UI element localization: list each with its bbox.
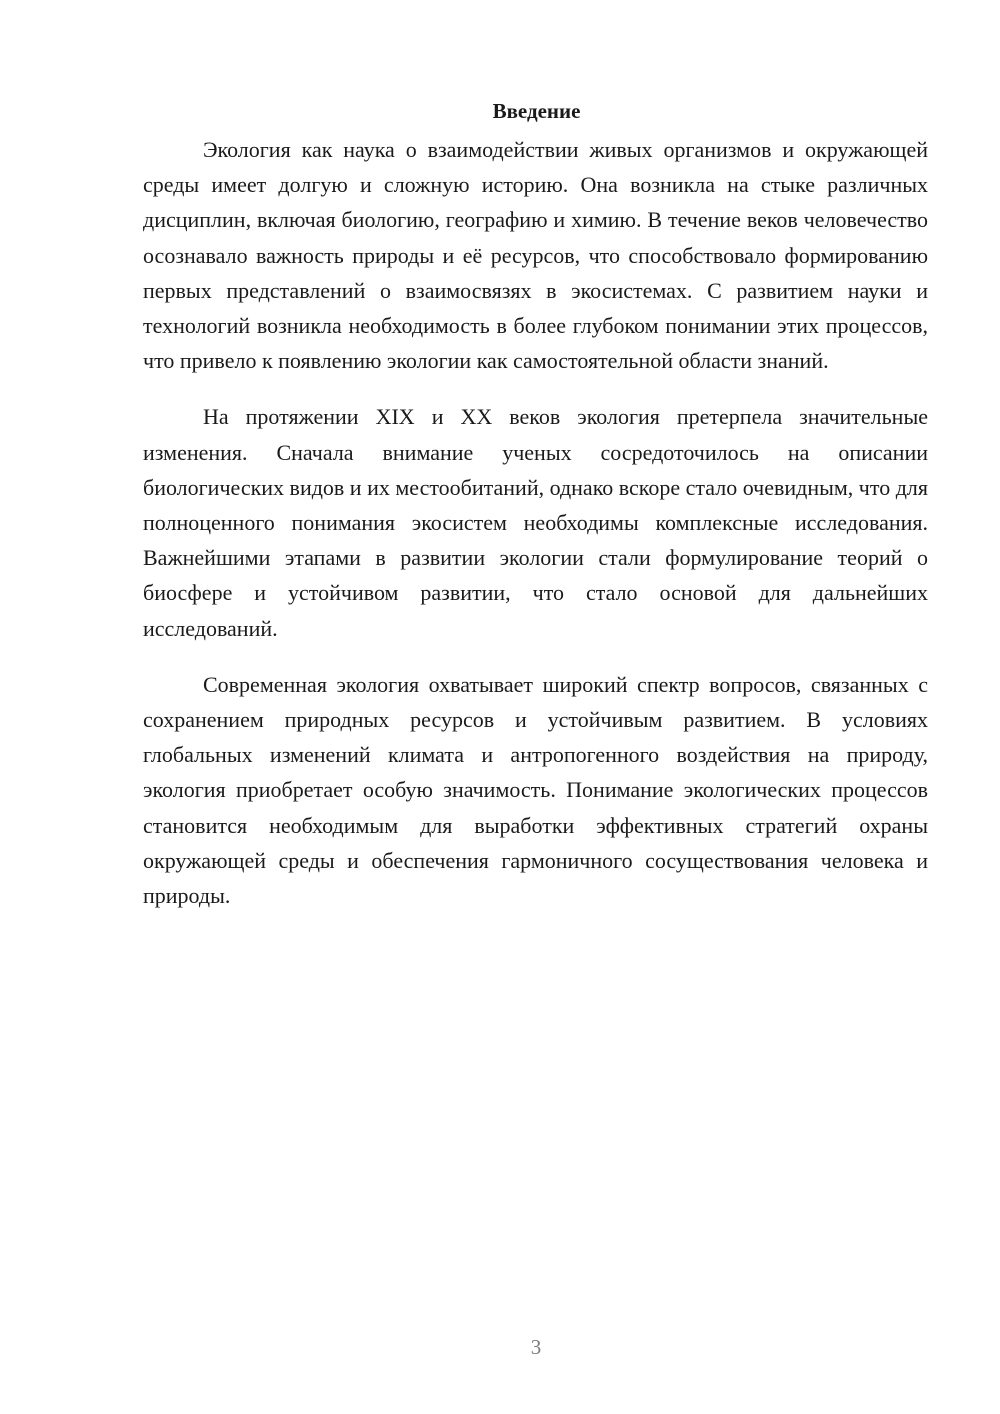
paragraph-1: Экология как наука о взаимодействии живых организмов и окружающей среды имеет долгую и сложную историю. Она возникла на стыке различных дисциплин, включая биологию, географию и химию. В течение веков человечество осознавало важность природы и её ресурсов, что способствовало формированию первых представлений о взаимосвязях в экосистемах. С развитием науки и технологий возникла необходимость в более глубоком понимании этих процессов, что привело к появлению экологии как самостоятельной области знаний.: [143, 137, 928, 374]
paragraph-3: Современная экология охватывает широкий спектр вопросов, связанных с сохранением природных ресурсов и устойчивым развитием. В условиях глобальных изменений климата и антропогенного воздействия на природу, экология приобретает особую значимость. Понимание экологических процессов становится необходимым для выработки эффективных стратегий охраны окружающей среды и обеспечения гармоничного сосуществования человека и природы.: [143, 671, 928, 909]
paragraph-2: На протяжении XIX и XX веков экология претерпела значительные изменения. Сначала внимание ученых сосредоточилось на описании биологических видов и их местообитаний, однако вскоре стало очевидным, что для полноценного понимания экосистем необходимы комплексные исследования. Важнейшими этапами в развитии экологии стали формулирование теорий о биосфере и устойчивом развитии, что стало основой для дальнейших исследований.: [143, 404, 928, 641]
page-number: 3: [530, 1335, 542, 1359]
page-content: [143, 94, 928, 934]
section-heading: Введение: [492, 99, 581, 123]
